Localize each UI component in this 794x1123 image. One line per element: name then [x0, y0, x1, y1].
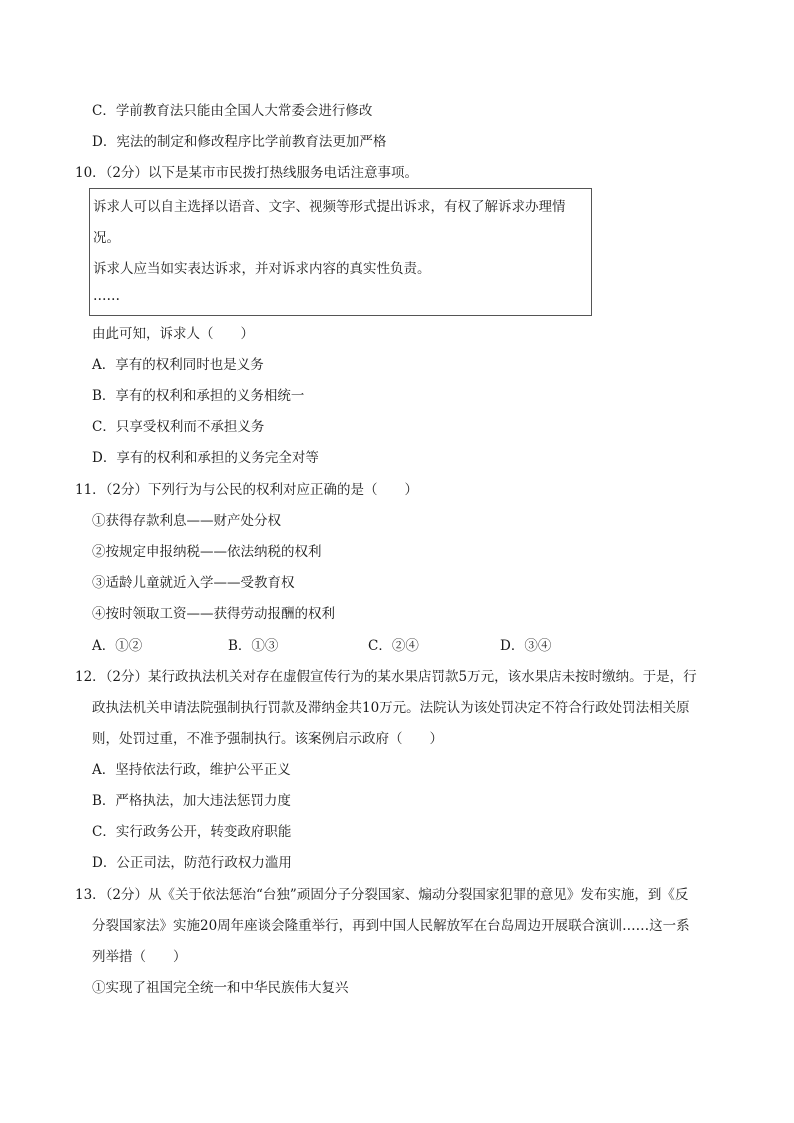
question-12-line-1: 12．（2分）某行政执法机关对存在虚假宣传行为的某水果店罚款5万元，该水果店未按时缴纳。于是，行: [75, 669, 697, 685]
q11-option-a[interactable]: A．①②: [92, 638, 143, 654]
question-13-line-2: 分裂国家法》实施20周年座谈会隆重举行，再到中国人民解放军在台岛周边开展联合演训……这一系: [92, 918, 690, 934]
question-10-prompt: 由此可知，诉求人（ ）: [92, 326, 254, 342]
q12-option-d[interactable]: D．公正司法，防范行政权力滥用: [92, 855, 292, 871]
question-13-line-3: 列举措（ ）: [92, 949, 187, 965]
question-13-line-1: 13．（2分）从《关于依法惩治“台独”顽固分子分裂国家、煽动分裂国家犯罪的意见》发布实施，到《反: [75, 887, 689, 903]
q10-option-c[interactable]: C．只享受权利而不承担义务: [92, 419, 265, 435]
question-10-stem: 10．（2分）以下是某市市民拨打热线服务电话注意事项。: [75, 165, 419, 181]
q10-option-d[interactable]: D．享有的权利和承担的义务完全对等: [92, 450, 319, 466]
q12-option-a[interactable]: A．坚持依法行政，维护公平正义: [92, 762, 291, 778]
question-12-line-2: 政执法机关申请法院强制执行罚款及滞纳金共10万元。法院认为该处罚决定不符合行政处罚法相关原: [92, 700, 690, 716]
question-12-line-3: 则，处罚过重，不准予强制执行。该案例启示政府（ ）: [92, 731, 443, 747]
option-d-previous: D．宪法的制定和修改程序比学前教育法更加严格: [92, 134, 387, 150]
q11-option-d[interactable]: D．③④: [500, 638, 552, 654]
question-11-stem: 11．（2分）下列行为与公民的权利对应正确的是（ ）: [75, 482, 419, 498]
q11-options: [92, 637, 712, 655]
notice-line-1: 诉求人可以自主选择以语音、文字、视频等形式提出诉求，有权了解诉求办理情: [93, 199, 566, 215]
notice-ellipsis: ……: [93, 288, 120, 304]
q10-option-a[interactable]: A．享有的权利同时也是义务: [92, 357, 264, 373]
q11-item-4: ④按时领取工资——获得劳动报酬的权利: [92, 606, 335, 622]
notice-line-2: 况。: [93, 230, 120, 246]
q12-option-b[interactable]: B．严格执法，加大违法惩罚力度: [92, 793, 291, 809]
option-c-previous: C．学前教育法只能由全国人大常委会进行修改: [92, 103, 373, 119]
notice-line-3: 诉求人应当如实表达诉求，并对诉求内容的真实性负责。: [93, 261, 431, 277]
q10-option-b[interactable]: B．享有的权利和承担的义务相统一: [92, 388, 305, 404]
q11-option-c[interactable]: C．②④: [368, 638, 419, 654]
q11-option-b[interactable]: B．①③: [228, 638, 279, 654]
q12-option-c[interactable]: C．实行政务公开，转变政府职能: [92, 824, 292, 840]
q11-item-3: ③适龄儿童就近入学——受教育权: [92, 575, 295, 591]
q13-item-1: ①实现了祖国完全统一和中华民族伟大复兴: [92, 980, 349, 996]
q11-item-1: ①获得存款利息——财产处分权: [92, 513, 281, 529]
q11-item-2: ②按规定申报纳税——依法纳税的权利: [92, 544, 322, 560]
